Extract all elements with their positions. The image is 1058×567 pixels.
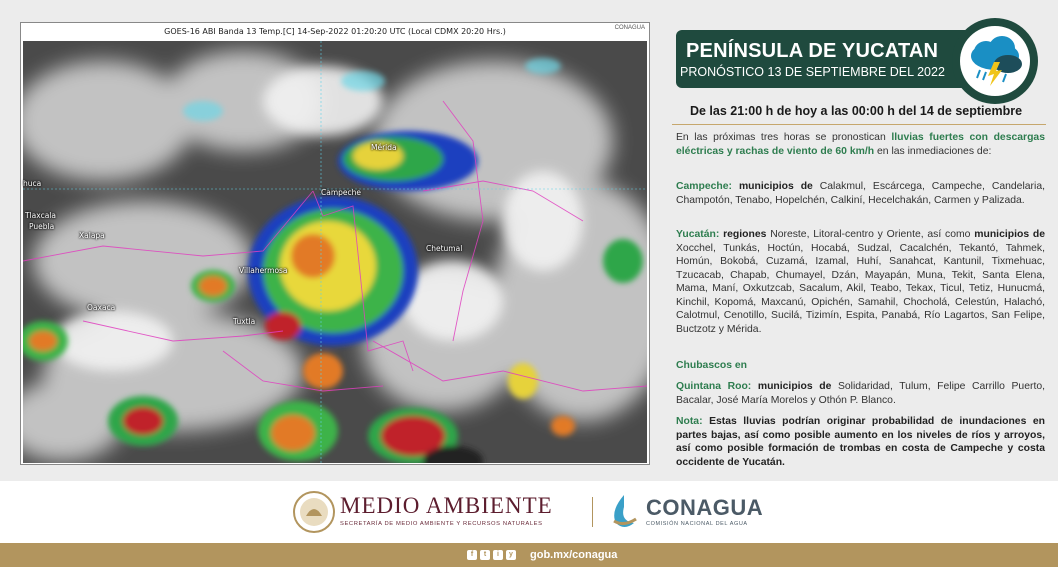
city-label: Xalapa bbox=[79, 231, 105, 240]
city-label: Puebla bbox=[29, 222, 55, 231]
footer-bar bbox=[0, 543, 1058, 567]
state-label: Yucatán: bbox=[676, 229, 720, 240]
forecast-period: De las 21:00 h de hoy a las 00:00 h del 14 de septiembre bbox=[689, 104, 1023, 118]
conagua-logo: CONAGUA bbox=[646, 495, 764, 520]
city-label: Tuxtla bbox=[233, 317, 256, 326]
city-label: Mérida bbox=[371, 143, 397, 152]
website-link[interactable]: gob.mx/conagua bbox=[530, 549, 618, 561]
satellite-header: GOES-16 ABI Banda 13 Temp.[C] 14-Sep-2022 01:20:20 UTC (Local CDMX 20:20 Hrs.) bbox=[21, 23, 649, 41]
highlight-text: lluvias fuertes con descargas eléctricas y rachas de viento de 60 km/h bbox=[676, 132, 1045, 157]
note-label: Nota: bbox=[676, 416, 703, 427]
conagua-subtitle: COMISIÓN NACIONAL DEL AGUA bbox=[646, 521, 748, 527]
state-label: Campeche: bbox=[676, 181, 733, 192]
logo-divider bbox=[592, 497, 593, 527]
region-title: PENÍNSULA DE YUCATAN bbox=[686, 40, 939, 62]
city-label: Chetumal bbox=[426, 244, 463, 253]
intro-paragraph: En las próximas tres horas se pronostican lluvias fuertes con descargas eléctricas y rachas de viento de 60 km/h en las inmediaciones de: bbox=[676, 132, 1045, 157]
satellite-logo: CONAGUA bbox=[614, 25, 645, 31]
mexico-seal-icon bbox=[292, 490, 336, 534]
campeche-paragraph: Campeche: municipios de Calakmul, Escárcega, Campeche, Candelaria, Champotón, Tenabo, Hopelchén, Calkiní, Hecelchakán, Carmen y Palizada. bbox=[676, 181, 1045, 206]
city-label: Campeche bbox=[321, 188, 362, 197]
twitter-icon[interactable]: t bbox=[480, 550, 490, 560]
instagram-icon[interactable]: i bbox=[493, 550, 503, 560]
city-label: Villahermosa bbox=[239, 266, 288, 275]
storm-cloud-icon bbox=[960, 26, 1030, 96]
social-icons bbox=[467, 550, 516, 560]
quintana-paragraph: Quintana Roo: municipios de Solidaridad, Tulum, Felipe Carrillo Puerto, Bacalar, José María Morelos y Othón P. Blanco. bbox=[676, 381, 1045, 406]
weather-badge bbox=[952, 18, 1038, 104]
medio-ambiente-logo: MEDIO AMBIENTE bbox=[340, 493, 553, 518]
forecast-title-box bbox=[676, 30, 982, 88]
city-label: Tlaxcala bbox=[25, 211, 56, 220]
state-label: Quintana Roo: bbox=[676, 381, 752, 392]
conagua-logo-icon bbox=[606, 493, 642, 531]
city-label: hucа bbox=[23, 179, 42, 188]
youtube-icon[interactable]: y bbox=[506, 550, 516, 560]
city-label: Oaxaca bbox=[87, 303, 116, 312]
medio-ambiente-subtitle: SECRETARÍA DE MEDIO AMBIENTE Y RECURSOS NATURALES bbox=[340, 521, 543, 527]
facebook-icon[interactable]: f bbox=[467, 550, 477, 560]
note-paragraph: Nota: Estas lluvias podrían originar probabilidad de inundaciones en partes bajas, así como posible aumento en los niveles de ríos y arroyos, así como posible formación de trombas en costa de Campeche y costa occidente de Yucatán. bbox=[676, 416, 1045, 468]
yucatan-paragraph: Yucatán: regiones Noreste, Litoral-centro y Oriente, así como municipios de Xocchel, Tunkás, Hoctún, Hocabá, Sudzal, Cacalchén, Tekantó, Tahmek, Homún, Bokobá, Cuzamá, Izamal, Huhí, Sanahcat, Kantunil, Tixmehuac, Tzucacab, Chapab, Chumayel, Dzán, Mayapán, Muna, Tekit, Santa Elena, Mama, Maní, Oxkutzcab, Sacalum, Akil, Teabo, Tekax, Ticul, Tetiz, Hunucmá, Kinchil, Kopomá, Maxcanú, Opichén, Samahil, Chocholá, Celestún, Halachó, Calotmul, Cenotillo, Sucilá, Tizimín, Espita, Panabá, Río Lagartos, San Felipe, Buctzotz y Mérida. bbox=[676, 229, 1046, 335]
divider-line bbox=[672, 124, 1046, 125]
forecast-date: PRONÓSTICO 13 DE SEPTIEMBRE DEL 2022 bbox=[680, 65, 945, 79]
satellite-image bbox=[23, 41, 647, 463]
satellite-panel bbox=[20, 22, 650, 465]
chubascos-heading: Chubascos en bbox=[676, 360, 748, 371]
